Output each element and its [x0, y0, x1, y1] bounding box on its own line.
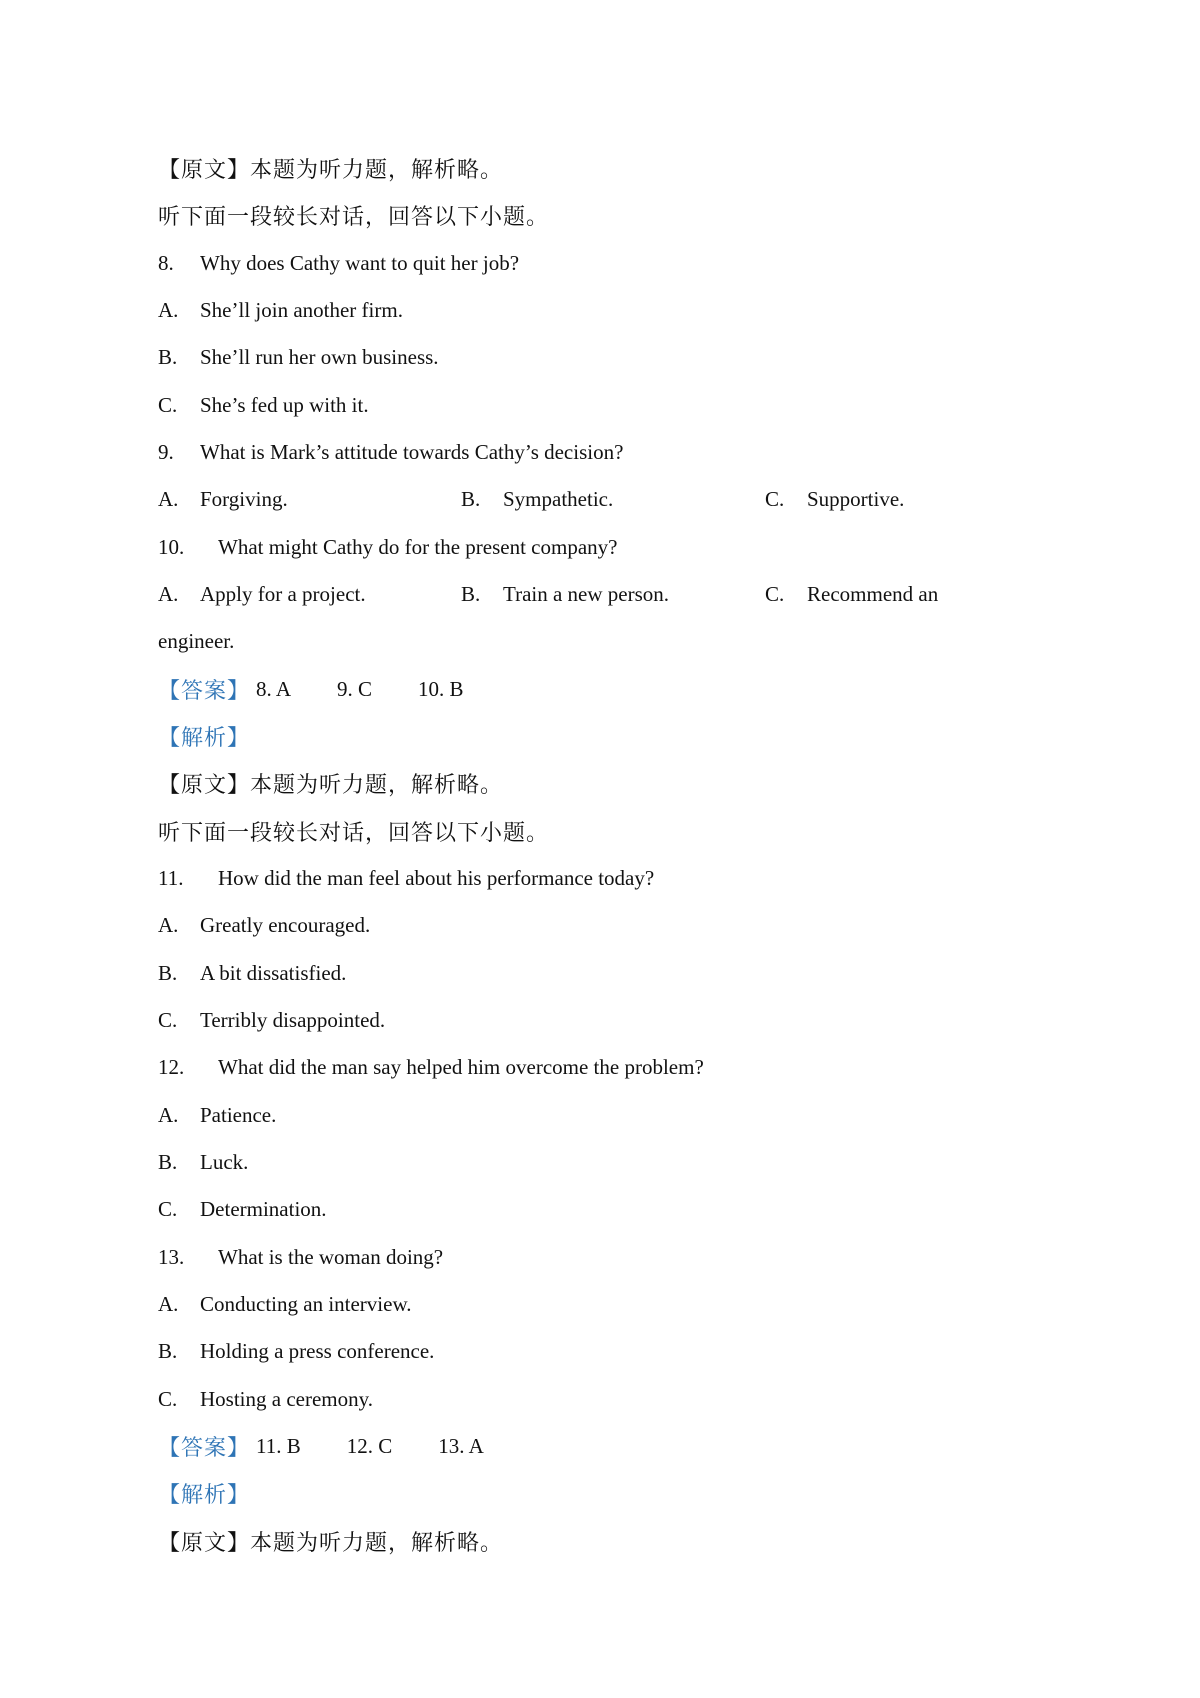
- question-8: [158, 240, 1140, 287]
- option-label: C.: [765, 487, 785, 512]
- answer-item: 11. B: [256, 1434, 301, 1459]
- answers-line-1: [158, 666, 1140, 713]
- answer-item: 8. A: [256, 676, 292, 701]
- answer-tag: 【答案】: [158, 1435, 251, 1461]
- option-text: Train a new person.: [503, 582, 670, 607]
- source-text: 本题为听力题，解析略。: [250, 157, 504, 183]
- analysis-line-1: [158, 713, 1140, 760]
- analysis-tag: 【解析】: [158, 725, 251, 751]
- question-text: What did the man say helped him overcome the problem?: [218, 1055, 704, 1080]
- question-text: How did the man feel about his performance today?: [218, 866, 655, 891]
- question-8-option-a: [158, 287, 1140, 334]
- question-9-options-row: [158, 476, 1140, 523]
- option-label: B.: [158, 1150, 178, 1175]
- answer-item: 9. C: [337, 676, 373, 701]
- option-label: B.: [461, 582, 481, 607]
- option-label: C.: [158, 1197, 178, 1222]
- document-body: [158, 145, 1140, 1565]
- listening-instruction-1: 听下面一段较长对话，回答以下小题。: [158, 204, 550, 230]
- question-9-option-c: [765, 476, 904, 523]
- option-label: C.: [765, 582, 785, 607]
- option-text: Determination.: [200, 1197, 327, 1222]
- option-text: Conducting an interview.: [200, 1292, 412, 1317]
- source-tag: 【原文】: [158, 157, 251, 183]
- question-number: 12.: [158, 1055, 185, 1080]
- question-12: [158, 1044, 1140, 1091]
- listening-instruction-2: 听下面一段较长对话，回答以下小题。: [158, 819, 550, 845]
- source-note-3: [158, 1518, 1140, 1565]
- option-label: C.: [158, 392, 178, 417]
- option-label: C.: [158, 1386, 178, 1411]
- question-8-option-b: [158, 334, 1140, 381]
- answer-item: 10. B: [418, 676, 464, 701]
- option-text: Greatly encouraged.: [200, 913, 371, 938]
- option-label: A.: [158, 1102, 179, 1127]
- option-text: Luck.: [200, 1150, 249, 1175]
- question-13-option-b: [158, 1328, 1140, 1375]
- question-10-options-row: [158, 571, 1140, 618]
- analysis-tag: 【解析】: [158, 1482, 251, 1508]
- option-label: C.: [158, 1008, 178, 1033]
- option-label: A.: [158, 298, 179, 323]
- question-13-option-a: [158, 1281, 1140, 1328]
- question-9-option-b: [461, 476, 613, 523]
- question-11-option-b: [158, 950, 1140, 997]
- option-text: Forgiving.: [200, 487, 288, 512]
- source-tag: 【原文】: [158, 1529, 251, 1555]
- question-11: [158, 855, 1140, 902]
- option-label: B.: [461, 487, 481, 512]
- question-10-option-c-wrap: engineer.: [158, 629, 235, 654]
- option-text: Apply for a project.: [200, 582, 366, 607]
- option-label: A.: [158, 1292, 179, 1317]
- answer-item: 12. C: [346, 1434, 393, 1459]
- question-9: [158, 429, 1140, 476]
- question-10-option-c: [765, 571, 938, 618]
- option-text: She’ll join another firm.: [200, 298, 403, 323]
- option-text: Terribly disappointed.: [200, 1008, 386, 1033]
- option-text: She’s fed up with it.: [200, 392, 369, 417]
- question-10-option-a: [158, 571, 366, 618]
- answer-item: 13. A: [438, 1434, 484, 1459]
- question-number: 8.: [158, 250, 174, 275]
- option-label: A.: [158, 582, 179, 607]
- source-text: 本题为听力题，解析略。: [250, 1529, 504, 1555]
- analysis-line-2: [158, 1470, 1140, 1517]
- question-number: 11.: [158, 866, 184, 891]
- question-10: [158, 524, 1140, 571]
- question-text: What is Mark’s attitude towards Cathy’s decision?: [200, 440, 624, 465]
- option-text: Hosting a ceremony.: [200, 1386, 374, 1411]
- question-number: 13.: [158, 1244, 185, 1269]
- option-label: B.: [158, 345, 178, 370]
- question-13: [158, 1234, 1140, 1281]
- option-text: Patience.: [200, 1102, 277, 1127]
- option-text: Holding a press conference.: [200, 1339, 435, 1364]
- option-text: Supportive.: [807, 487, 905, 512]
- question-number: 9.: [158, 440, 174, 465]
- question-number: 10.: [158, 534, 185, 559]
- question-8-option-c: [158, 382, 1140, 429]
- option-label: A.: [158, 913, 179, 938]
- option-text: Recommend an: [807, 582, 939, 607]
- question-12-option-b: [158, 1139, 1140, 1186]
- option-label: A.: [158, 487, 179, 512]
- question-11-option-a: [158, 902, 1140, 949]
- option-text: She’ll run her own business.: [200, 345, 439, 370]
- option-label: B.: [158, 960, 178, 985]
- question-text: What is the woman doing?: [218, 1244, 444, 1269]
- question-9-option-a: [158, 476, 288, 523]
- question-text: What might Cathy do for the present company?: [218, 534, 618, 559]
- source-note-1: [158, 145, 1140, 192]
- question-13-option-c: [158, 1376, 1140, 1423]
- option-text: A bit dissatisfied.: [200, 960, 347, 985]
- source-text: 本题为听力题，解析略。: [250, 772, 504, 798]
- question-10-option-b: [461, 571, 669, 618]
- source-note-2: [158, 760, 1140, 807]
- question-text: Why does Cathy want to quit her job?: [200, 250, 520, 275]
- option-text: Sympathetic.: [503, 487, 614, 512]
- source-tag: 【原文】: [158, 772, 251, 798]
- question-11-option-c: [158, 997, 1140, 1044]
- option-label: B.: [158, 1339, 178, 1364]
- answer-tag: 【答案】: [158, 677, 251, 703]
- question-12-option-c: [158, 1186, 1140, 1233]
- question-12-option-a: [158, 1092, 1140, 1139]
- answers-line-2: [158, 1423, 1140, 1470]
